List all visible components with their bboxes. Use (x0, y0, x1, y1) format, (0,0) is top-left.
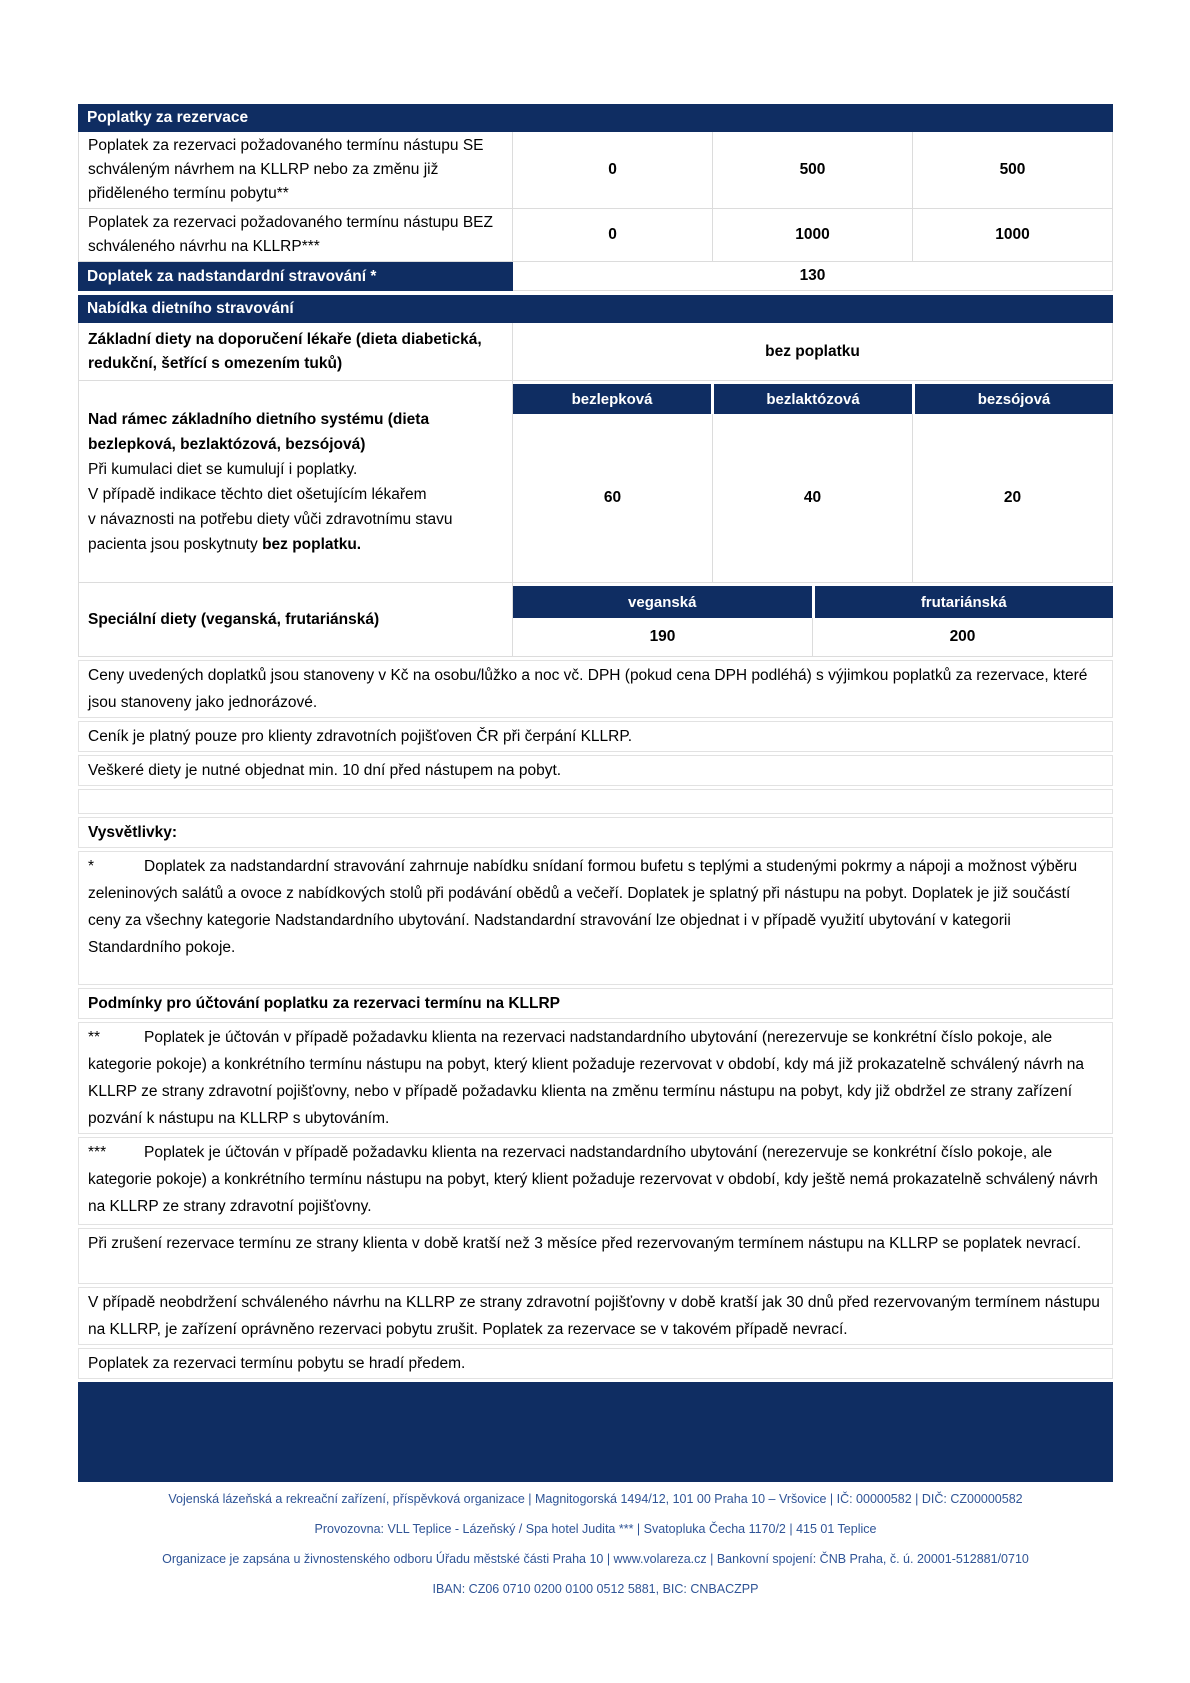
fee-unapproved-value-1: 0 (513, 209, 713, 261)
extra-diets-label-line4: pacienta jsou poskytnuty bez poplatku. (88, 535, 362, 553)
extra-diets-label-line4-bold: bez poplatku. (262, 535, 362, 553)
extra-diets-label-line1: Při kumulaci diet se kumulují i poplatky. (88, 460, 358, 478)
column-header-gluten-free: bezlepková (513, 384, 711, 414)
fruitarian-price: 200 (813, 618, 1113, 656)
basic-diets-value: bez poplatku (513, 323, 1113, 380)
note-price-list-validity: Ceník je platný pouze pro klienty zdravotních pojišťoven ČR při čerpání KLLRP. (78, 721, 1113, 752)
extra-diets-label (78, 381, 513, 582)
diet-header-bar (78, 295, 1113, 323)
diet-header-title: Nabídka dietního stravování (87, 300, 294, 317)
soy-free-price: 20 (913, 414, 1113, 582)
spacer-row (78, 789, 1113, 814)
extra-diets-label-line2: V případě indikace těchto diet ošetujícím lékařem (88, 485, 427, 503)
fees-header-title: Poplatky za rezervace (87, 109, 249, 126)
explanations-heading: Vysvětlivky: (78, 817, 1113, 848)
conditions-heading: Podmínky pro účtování poplatku za rezervaci termínu na KLLRP (78, 988, 1113, 1019)
notes-section (78, 660, 1113, 1379)
column-header-vegan: veganská (513, 586, 812, 618)
explanation-star (78, 851, 1113, 985)
table-row-special-diets (78, 583, 1113, 657)
column-header-lactose-free: bezlaktózová (714, 384, 912, 414)
special-diets-value-area (513, 583, 1113, 656)
meal-surcharge-label: Doplatek za nadstandardní stravování * (78, 262, 513, 291)
footer (78, 1491, 1113, 1598)
vegan-price: 190 (513, 618, 813, 656)
lactose-free-price: 40 (713, 414, 913, 582)
note-prices-info: Ceny uvedených doplatků jsou stanoveny v Kč na osobu/lůžko a noc vč. DPH (pokud cena DPH podléhá) s výjimkou poplatků za rezervace, které jsou stanoveny jako jednorázové. (78, 660, 1113, 718)
table-row-meal-surcharge (78, 262, 1113, 291)
pricing-table (78, 104, 1113, 657)
fee-unapproved-label: Poplatek za rezervaci požadovaného termínu nástupu BEZ schváleného návrhu na KLLRP*** (78, 209, 513, 261)
fees-header-bar (78, 104, 1113, 132)
star-text: Doplatek za nadstandardní stravování zahrnuje nabídku snídaní formou bufetu s teplými a studenými pokrmy a nápoji a možnost výběru zeleninových salátů a ovoce z nabídkových stolů při podávání obědů a večeří. Doplatek je splatný při nástupu na pobyt. Doplatek je již součástí ceny za všechny kategorie Nadstandardního ubytování. Nadstandardní stravování lze objednat i v případě využití ubytování v kategorii Standardního pokoje. (88, 858, 1078, 956)
triple-star-marker: *** (88, 1144, 107, 1161)
fee-approved-value-2: 500 (713, 132, 913, 208)
footer-line-branch: Provozovna: VLL Teplice - Lázeňský / Spa hotel Judita *** | Svatopluka Čecha 1170/2 | 415 01 Teplice (314, 1522, 877, 1536)
column-header-soy-free: bezsójová (915, 384, 1113, 414)
table-row-extra-diets (78, 381, 1113, 583)
note-no-approval: V případě neobdržení schváleného návrhu na KLLRP ze strany zdravotní pojišťovny v době kratší jak 30 dnů před rezervovaným termínem nástupu na KLLRP, je zařízení oprávněno rezervaci pobytu zrušit. Poplatek za rezervace se v takovém případě nevrací. (78, 1287, 1113, 1345)
extra-diets-label-bold: Nad rámec základního dietního systému (dieta bezlepková, bezlaktózová, bezsójová) (88, 410, 430, 453)
extra-diets-values (513, 414, 1113, 582)
table-row-basic-diets (78, 323, 1113, 381)
note-prepayment: Poplatek za rezervaci termínu pobytu se hradí předem. (78, 1348, 1113, 1379)
fee-approved-value-1: 0 (513, 132, 713, 208)
star-marker: * (88, 858, 95, 875)
extra-diets-subheader (513, 381, 1113, 414)
fee-approved-label: Poplatek za rezervaci požadovaného termínu nástupu SE schváleným návrhem na KLLRP nebo za změnu již přiděleného termínu pobytu** (78, 132, 513, 208)
note-diet-ordering: Veškeré diety je nutné objednat min. 10 dní před nástupem na pobyt. (78, 755, 1113, 786)
column-header-fruitarian: frutariánská (815, 586, 1114, 618)
double-star-marker: ** (88, 1029, 101, 1046)
special-diets-subheader (513, 583, 1113, 618)
meal-surcharge-value: 130 (513, 262, 1113, 291)
table-row-fee-approved (78, 132, 1113, 209)
explanation-double-star (78, 1022, 1113, 1134)
extra-diets-label-line3: v návaznosti na potřebu diety vůči zdravotnímu stavu (88, 510, 453, 528)
special-diets-label: Speciální diety (veganská, frutariánská) (78, 583, 513, 656)
fee-unapproved-value-3: 1000 (913, 209, 1113, 261)
footer-line-iban: IBAN: CZ06 0710 0200 0100 0512 5881, BIC: CNBACZPP (432, 1582, 759, 1596)
footer-line-organization: Vojenská lázeňská a rekreační zařízení, příspěvková organizace | Magnitogorská 1494/12, 101 00 Praha 10 – Vršovice | IČ: 00000582 | DIČ: CZ00000582 (168, 1492, 1023, 1506)
fee-unapproved-value-2: 1000 (713, 209, 913, 261)
special-diets-values (513, 618, 1113, 656)
double-star-text: Poplatek je účtován v případě požadavku klienta na rezervaci nadstandardního ubytování (nerezervuje se konkrétní číslo pokoje, ale kategorie pokoje) a konkrétního termínu nástupu na pobyt, který klient požaduje rezervovat v období, kdy má již prokazatelně schválený návrh na KLLRP ze strany zdravotní pojišťovny, nebo v případě požadavku klienta na změnu termínu nástupu na pobyt, kdy již obdržel ze strany zařízení pozvání k nástupu na KLLRP s ubytováním. (88, 1029, 1085, 1127)
fee-approved-value-3: 500 (913, 132, 1113, 208)
note-cancellation: Při zrušení rezervace termínu ze strany klienta v době kratší než 3 měsíce před rezervovaným termínem nástupu na KLLRP se poplatek nevrací. (78, 1228, 1113, 1284)
table-row-fee-unapproved (78, 209, 1113, 262)
basic-diets-label: Základní diety na doporučení lékaře (dieta diabetická, redukční, šetřící s omezením tuků) (78, 323, 513, 380)
footer-line-registration: Organizace je zapsána u živnostenského odboru Úřadu městské části Praha 10 | www.volareza.cz | Bankovní spojení: ČNB Praha, č. ú. 20001-512881/0710 (162, 1552, 1029, 1566)
navy-footer-block (78, 1382, 1113, 1482)
extra-diets-value-area (513, 381, 1113, 582)
gluten-free-price: 60 (513, 414, 713, 582)
triple-star-text: Poplatek je účtován v případě požadavku klienta na rezervaci nadstandardního ubytování (nerezervuje se konkrétní číslo pokoje, ale kategorie pokoje) a konkrétního termínu nástupu na pobyt, který klient požaduje rezervovat v období, kdy ještě nemá prokazatelně schválený návrh na KLLRP ze strany zdravotní pojišťovny. (88, 1144, 1098, 1215)
explanation-triple-star (78, 1137, 1113, 1225)
